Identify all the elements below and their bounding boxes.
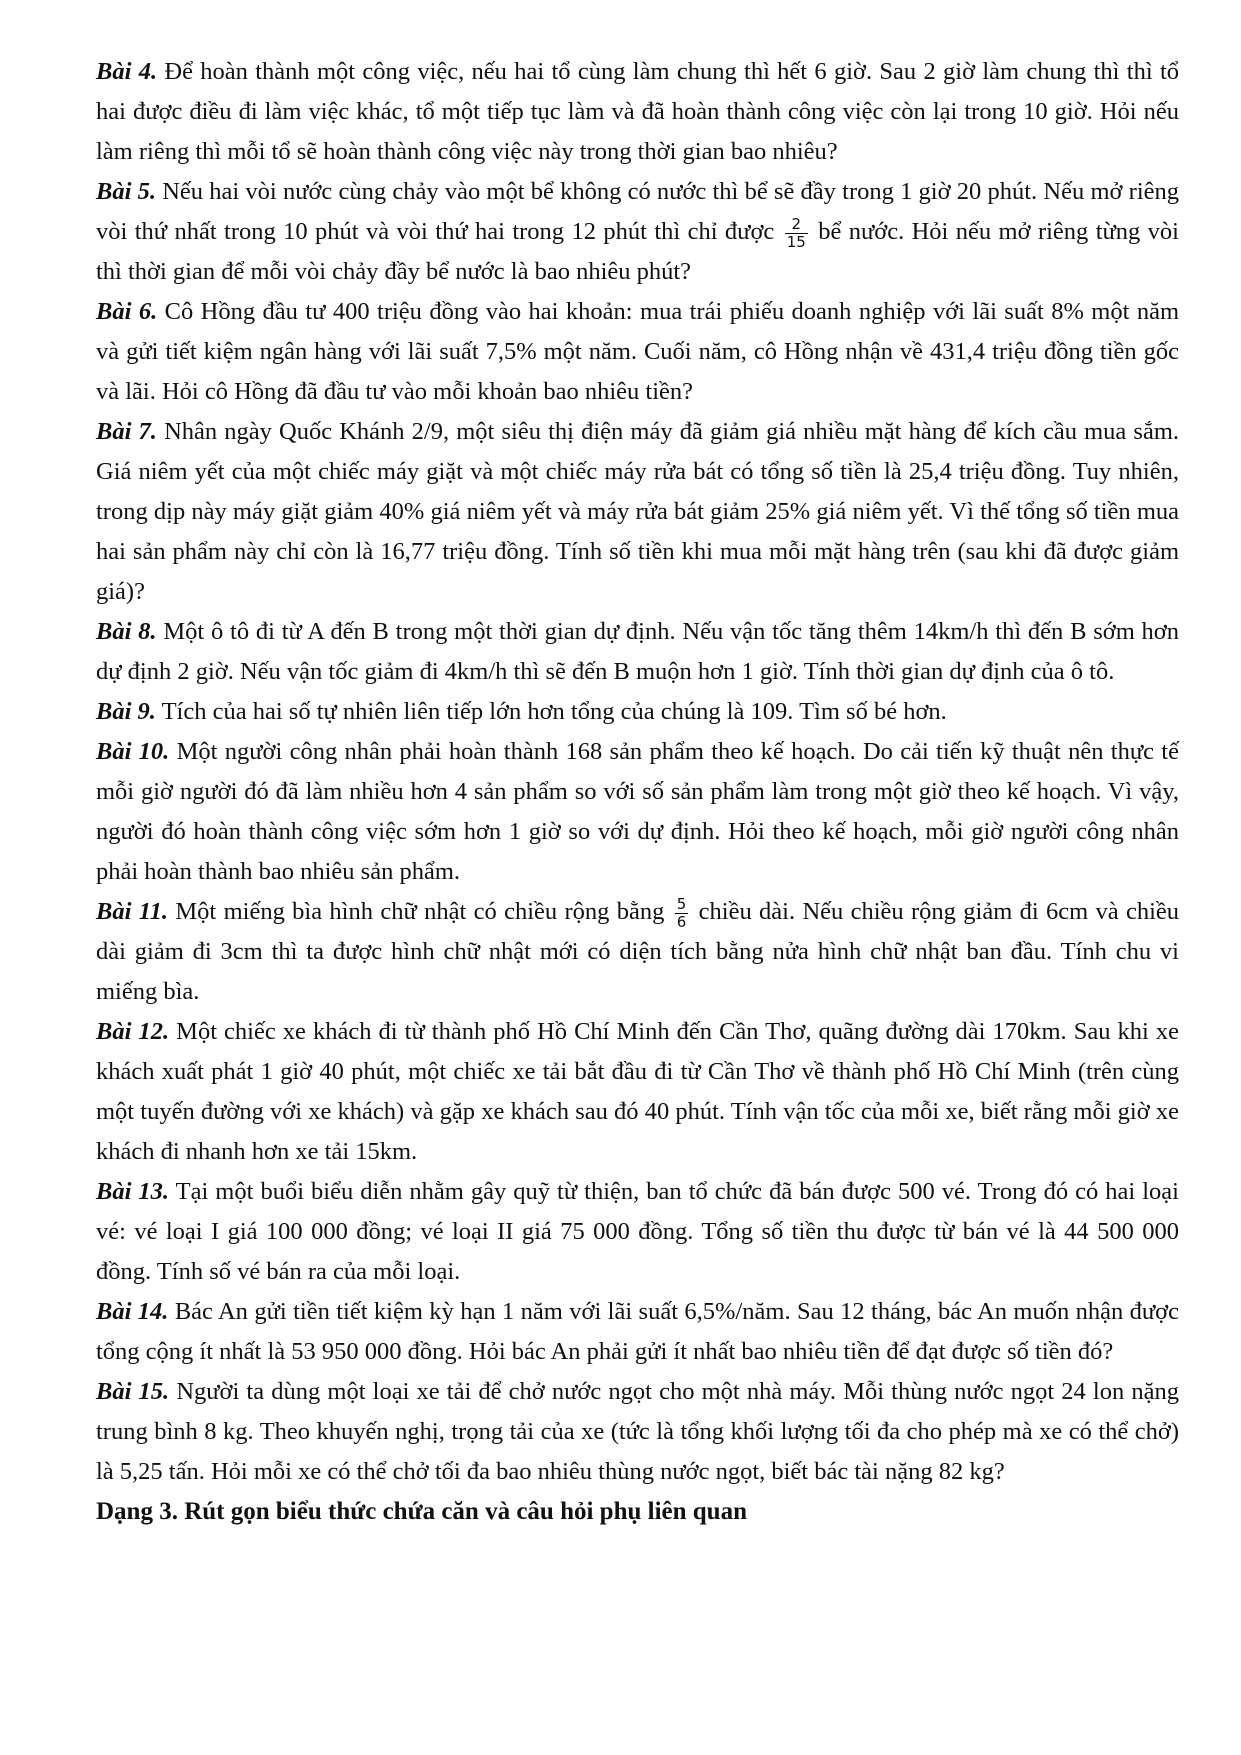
problem-label: Bài 14. xyxy=(96,1298,169,1325)
problem-8 xyxy=(96,612,1179,692)
problem-text: bể nước. Hỏi nếu mở riêng từng vòi thì thời gian để mỗi vòi chảy đầy bể nước là bao nhiêu phút? xyxy=(96,218,1179,285)
problem-label: Bài 12. xyxy=(96,1018,170,1045)
problem-label: Bài 15. xyxy=(96,1378,170,1405)
fraction-numerator: 2 xyxy=(785,216,808,234)
problem-12 xyxy=(96,1012,1179,1172)
problem-text: Một miếng bìa hình chữ nhật có chiều rộng bằng xyxy=(175,898,665,925)
problem-5 xyxy=(96,172,1179,292)
problem-label: Bài 13. xyxy=(96,1178,170,1205)
problem-text: Nếu hai vòi nước cùng chảy vào một bể không có nước thì bể sẽ đầy trong 1 giờ 20 phút. Nếu mở riêng vòi thứ nhất trong 10 phút và vòi thứ hai trong 12 phút thì chỉ được xyxy=(96,178,1180,245)
problem-label: Bài 9. xyxy=(96,698,156,725)
problem-7 xyxy=(96,412,1179,612)
problem-15 xyxy=(96,1372,1179,1492)
problem-label: Bài 7. xyxy=(96,418,157,445)
problem-label: Bài 5. xyxy=(96,178,156,205)
problem-9 xyxy=(96,692,1179,732)
fraction-numerator: 5 xyxy=(676,894,687,913)
problem-10 xyxy=(96,732,1179,892)
fraction xyxy=(675,896,689,931)
section-heading: Dạng 3. Rút gọn biểu thức chứa căn và câu hỏi phụ liên quan xyxy=(96,1498,747,1525)
problem-label: Bài 8. xyxy=(96,618,157,645)
problem-text: Người ta dùng một loại xe tải để chở nước ngọt cho một nhà máy. Mỗi thùng nước ngọt 24 lon nặng trung bình 8 kg. Theo khuyến nghị, trọng tải của xe (tức là tổng khối lượng tối đa cho phép mà xe có thể chở) là 5,25 tấn. Hỏi mỗi xe có thể chở tối đa bao nhiêu thùng nước ngọt, biết bác tài nặng 82 kg? xyxy=(96,1378,1180,1485)
problem-label: Bài 4. xyxy=(96,58,158,85)
problem-text: Để hoàn thành một công việc, nếu hai tổ cùng làm chung thì hết 6 giờ. Sau 2 giờ làm chung thì thì tổ hai được điều đi làm việc khác, tổ một tiếp tục làm và đã hoàn thành công việc còn lại trong 10 giờ. Hỏi nếu làm riêng thì mỗi tổ sẽ hoàn thành công việc này trong thời gian bao nhiêu? xyxy=(96,58,1180,165)
problem-label: Bài 6. xyxy=(96,298,158,325)
problem-4 xyxy=(96,52,1179,172)
problem-text: Bác An gửi tiền tiết kiệm kỳ hạn 1 năm với lãi suất 6,5%/năm. Sau 12 tháng, bác An muốn nhận được tổng cộng ít nhất là 53 950 000 đồng. Hỏi bác An phải gửi ít nhất bao nhiêu tiền để đạt được số tiền đó? xyxy=(96,1298,1179,1365)
problem-text: Một ô tô đi từ A đến B trong một thời gian dự định. Nếu vận tốc tăng thêm 14km/h thì đến B sớm hơn dự định 2 giờ. Nếu vận tốc giảm đi 4km/h thì sẽ đến B muộn hơn 1 giờ. Tính thời gian dự định của ô tô. xyxy=(96,618,1179,685)
problem-text: Nhân ngày Quốc Khánh 2/9, một siêu thị điện máy đã giảm giá nhiều mặt hàng để kích cầu mua sắm. Giá niêm yết của một chiếc máy giặt và một chiếc máy rửa bát có tổng số tiền là 25,4 triệu đồng. Tuy nhiên, trong dịp này máy giặt giảm 40% giá niêm yết và máy rửa bát giảm 25% giá niêm yết. Vì thế tổng số tiền mua hai sản phẩm này chỉ còn là 16,77 triệu đồng. Tính số tiền khi mua mỗi mặt hàng trên (sau khi đã được giảm giá)? xyxy=(96,418,1180,605)
fraction-denominator: 15 xyxy=(786,232,806,251)
problem-text: Một chiếc xe khách đi từ thành phố Hồ Chí Minh đến Cần Thơ, quãng đường dài 170km. Sau khi xe khách xuất phát 1 giờ 40 phút, một chiếc xe tải bắt đầu đi từ Cần Thơ về thành phố Hồ Chí Minh (trên cùng một tuyến đường với xe khách) và gặp xe khách sau đó 40 phút. Tính vận tốc của mỗi xe, biết rằng mỗi giờ xe khách đi nhanh hơn xe tải 15km. xyxy=(96,1018,1180,1165)
problem-text: Tích của hai số tự nhiên liên tiếp lớn hơn tổng của chúng là 109. Tìm số bé hơn. xyxy=(161,698,947,725)
problem-text: chiều dài. Nếu chiều rộng giảm đi 6cm và chiều dài giảm đi 3cm thì ta được hình chữ nhật mới có diện tích bằng nửa hình chữ nhật ban đầu. Tính chu vi miếng bìa. xyxy=(96,898,1180,1005)
problem-6 xyxy=(96,292,1179,412)
problem-text: Một người công nhân phải hoàn thành 168 sản phẩm theo kế hoạch. Do cải tiến kỹ thuật nên thực tế mỗi giờ người đó đã làm nhiều hơn 4 sản phẩm so với số sản phẩm làm trong một giờ theo kế hoạch. Vì vậy, người đó hoàn thành công việc sớm hơn 1 giờ so với dự định. Hỏi theo kế hoạch, mỗi giờ người công nhân phải hoàn thành bao nhiêu sản phẩm. xyxy=(96,738,1179,885)
fraction xyxy=(785,216,808,251)
problem-label: Bài 10. xyxy=(96,738,170,765)
fraction-denominator: 6 xyxy=(676,912,687,931)
problem-text: Cô Hồng đầu tư 400 triệu đồng vào hai khoản: mua trái phiếu doanh nghiệp với lãi suất 8% một năm và gửi tiết kiệm ngân hàng với lãi suất 7,5% một năm. Cuối năm, cô Hồng nhận về 431,4 triệu đồng tiền gốc và lãi. Hỏi cô Hồng đã đầu tư vào mỗi khoản bao nhiêu tiền? xyxy=(96,298,1179,405)
problem-14 xyxy=(96,1292,1179,1372)
problem-text: Tại một buổi biểu diễn nhằm gây quỹ từ thiện, ban tổ chức đã bán được 500 vé. Trong đó có hai loại vé: vé loại I giá 100 000 đồng; vé loại II giá 75 000 đồng. Tổng số tiền thu được từ bán vé là 44 500 000 đồng. Tính số vé bán ra của mỗi loại. xyxy=(96,1178,1179,1285)
problem-13 xyxy=(96,1172,1179,1292)
problem-label: Bài 11. xyxy=(96,898,169,925)
problem-11 xyxy=(96,892,1179,1012)
